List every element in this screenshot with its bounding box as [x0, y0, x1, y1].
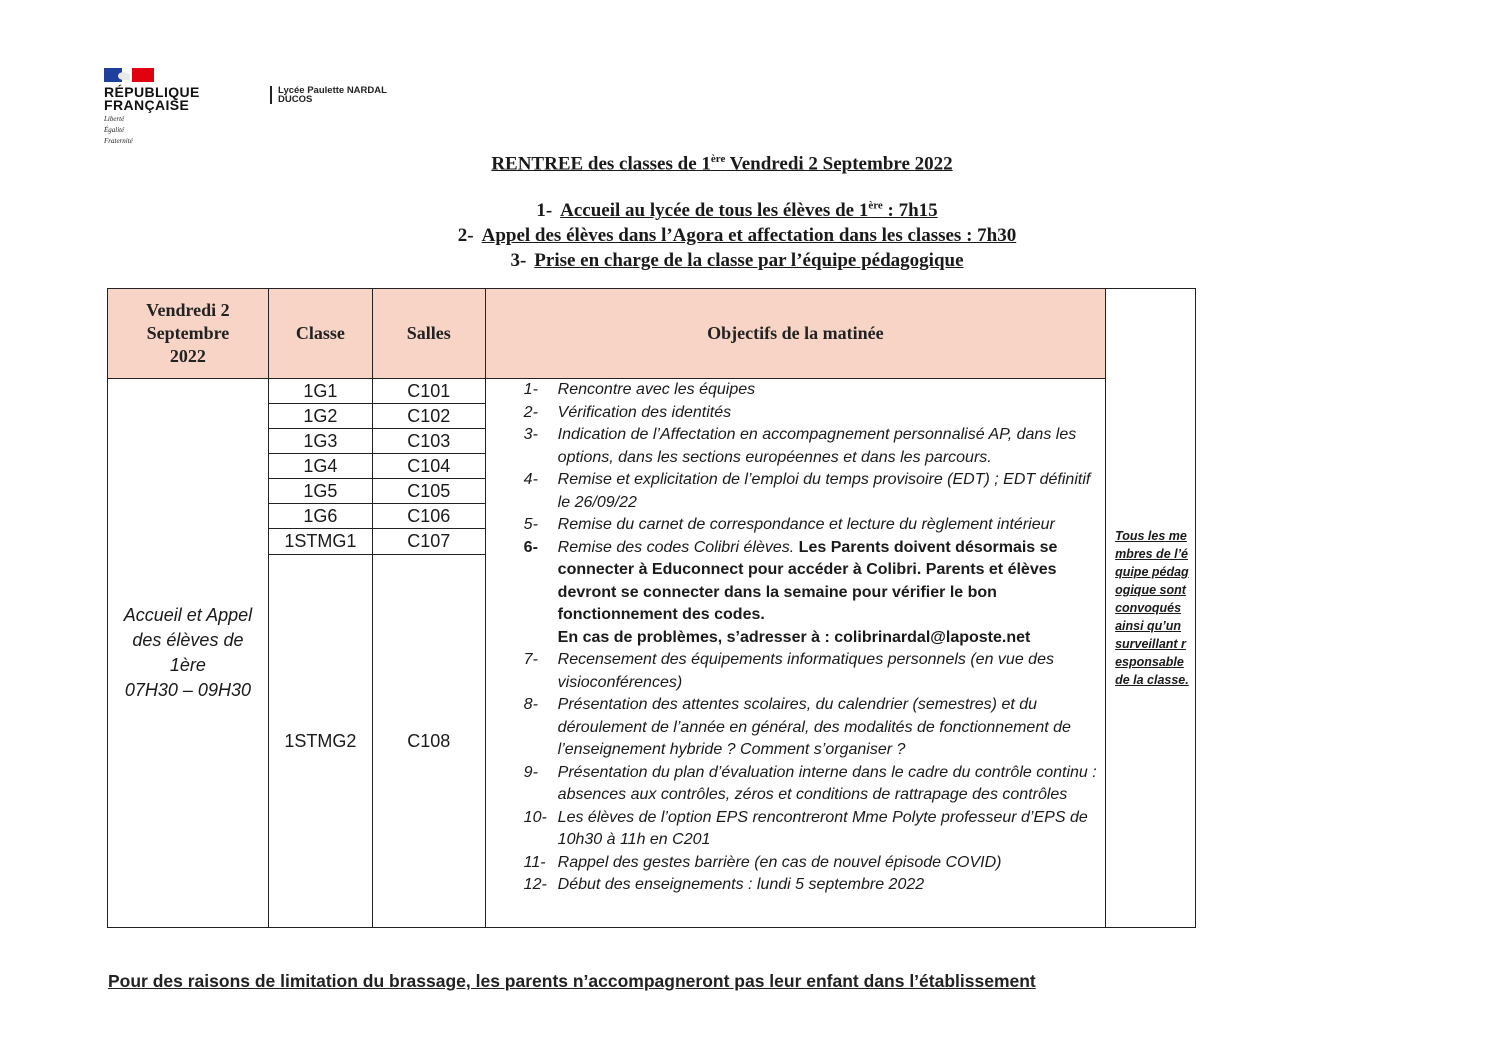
contact-email-text: En cas de problèmes, s’adresser à : colibrinardal@laposte.net — [557, 628, 1031, 646]
footer-note: Pour des raisons de limitation du brassage, les parents n’accompagneront pas leur enfant dans l’établissement — [108, 971, 1036, 991]
table-row — [108, 379, 1196, 404]
list-item: 1- Rencontre avec les équipes — [523, 381, 756, 398]
step-sup: ère — [868, 200, 883, 212]
title-part1: RENTREE des classes de 1 — [491, 153, 711, 175]
step-number: 1- — [536, 200, 553, 222]
step-number: 3- — [510, 250, 527, 272]
educonnect-text: Les Parents doivent désormais se connecter à Educonnect pour accéder à Colibri. Parents et élèves devront se connecter dans la semaine pour vérifier le bon fonctionnement des codes. — [557, 538, 1058, 623]
colibri-text: Remise des codes Colibri élèves. — [557, 538, 799, 556]
classe-cell: 1STMG1 — [268, 529, 372, 555]
list-item: 2- Vérification des identités — [523, 403, 732, 421]
step-number: 2- — [457, 225, 474, 247]
header-classe: Classe — [268, 289, 372, 379]
header-objectifs: Objectifs de la matinée — [485, 289, 1105, 379]
steps-list — [0, 194, 1474, 273]
header-date — [108, 289, 269, 379]
motto-egalite: Égalité — [104, 126, 125, 134]
school-name-line1: Lycée Paulette NARDAL — [278, 85, 387, 96]
list-item: 12- Début des enseignements : lundi 5 septembre 2022 — [523, 876, 925, 893]
welcome-time: 07H30 – 09H30 — [124, 680, 251, 700]
classe-cell: 1G1 — [268, 379, 372, 404]
list-item: 4- Remise et explicitation de l’emploi du temps provisoire (EDT) ; EDT définitif le 26/09/22 — [523, 471, 1091, 511]
list-item: 6- Remise des codes Colibri élèves. Les Parents doivent désormais se connecter à Educonnect pour accéder à Colibri. Parents et élèves devront se connecter dans la semaine pour vérifier le bon fonctionnement des codes. En cas de problèmes, s’adresser à : colibrinardal@laposte.net — [523, 538, 1058, 646]
welcome-line3: 1ère — [169, 655, 206, 675]
welcome-cell — [108, 379, 269, 928]
list-item: 3- Indication de l’Affectation en accompagnement personnalisé AP, dans les options, dans les sections européennes et dans les parcours. — [523, 426, 1077, 466]
list-item: 10- Les élèves de l’option EPS rencontreront Mme Polyte professeur d’EPS de 10h30 à 11h en C201 — [523, 808, 1088, 848]
classe-cell: 1G3 — [268, 429, 372, 454]
header-date-line1: Vendredi 2 — [146, 300, 230, 320]
step-3 — [0, 248, 1474, 273]
step-text-end: : 7h15 — [882, 200, 938, 222]
salle-cell: C107 — [372, 529, 485, 555]
francaise-line: FRANÇAISE — [104, 97, 190, 113]
republique-line: RÉPUBLIQUE — [104, 84, 200, 100]
step-1 — [0, 194, 1474, 223]
classe-cell: 1G2 — [268, 404, 372, 429]
header-salles: Salles — [372, 289, 485, 379]
header-date-line3: 2022 — [169, 346, 206, 366]
step-2 — [0, 223, 1474, 248]
step-text: Accueil au lycée de tous les élèves de 1 — [560, 200, 869, 222]
list-item: 9- Présentation du plan d’évaluation interne dans le cadre du contrôle continu : absences aux contrôles, zéros et conditions de rattrapage des contrôles — [523, 763, 1097, 803]
salle-cell: C102 — [372, 404, 485, 429]
welcome-line1: Accueil et Appel — [123, 605, 253, 625]
staff-note: Tous les membres de l’équipe pédagogique sont convoqués ainsi qu’un surveillant responsable de la classe. — [1115, 529, 1189, 687]
classe-cell: 1G6 — [268, 504, 372, 529]
list-item: 5- Remise du carnet de correspondance et lecture du règlement intérieur — [523, 516, 1055, 533]
objectives-cell — [485, 379, 1105, 928]
school-name-line2: DUCOS — [278, 94, 313, 105]
page-title — [0, 153, 1444, 175]
salle-cell: C105 — [372, 479, 485, 504]
motto-fraternite: Fraternité — [104, 137, 133, 145]
title-part2: Vendredi 2 Septembre 2022 — [725, 153, 953, 175]
salle-cell: C101 — [372, 379, 485, 404]
classe-cell: 1G4 — [268, 454, 372, 479]
salle-cell: C106 — [372, 504, 485, 529]
list-item: 11- Rappel des gestes barrière (en cas de nouvel épisode COVID) — [523, 853, 1002, 871]
salle-cell: C104 — [372, 454, 485, 479]
step-text: Appel des élèves dans l’Agora et affectation dans les classes : 7h30 — [481, 225, 1017, 247]
classe-cell: 1STMG2 — [268, 555, 372, 928]
step-text: Prise en charge de la classe par l’équipe pédagogique — [534, 250, 964, 272]
objectives-list — [486, 379, 1105, 897]
schedule-table — [107, 288, 1196, 928]
header-date-line2: Septembre — [146, 323, 230, 343]
school-name — [270, 86, 387, 104]
note-cell — [1106, 289, 1196, 928]
welcome-line2: des élèves de — [132, 630, 244, 650]
salle-cell: C108 — [372, 555, 485, 928]
republique-francaise-logo — [104, 68, 234, 145]
motto-liberte: Liberté — [104, 115, 125, 123]
list-item: 7- Recensement des équipements informatiques personnels (en vue des visioconférences) — [523, 651, 1054, 691]
table-header-row — [108, 289, 1196, 379]
classe-cell: 1G5 — [268, 479, 372, 504]
marianne-flag-icon — [104, 68, 154, 82]
salle-cell: C103 — [372, 429, 485, 454]
title-sup: ère — [710, 153, 726, 165]
list-item: 8- Présentation des attentes scolaires, du calendrier (semestres) et du déroulement de l’année en général, des modalités de fonctionnement de l’enseignement hybride ? Comment s’organiser ? — [523, 696, 1071, 758]
